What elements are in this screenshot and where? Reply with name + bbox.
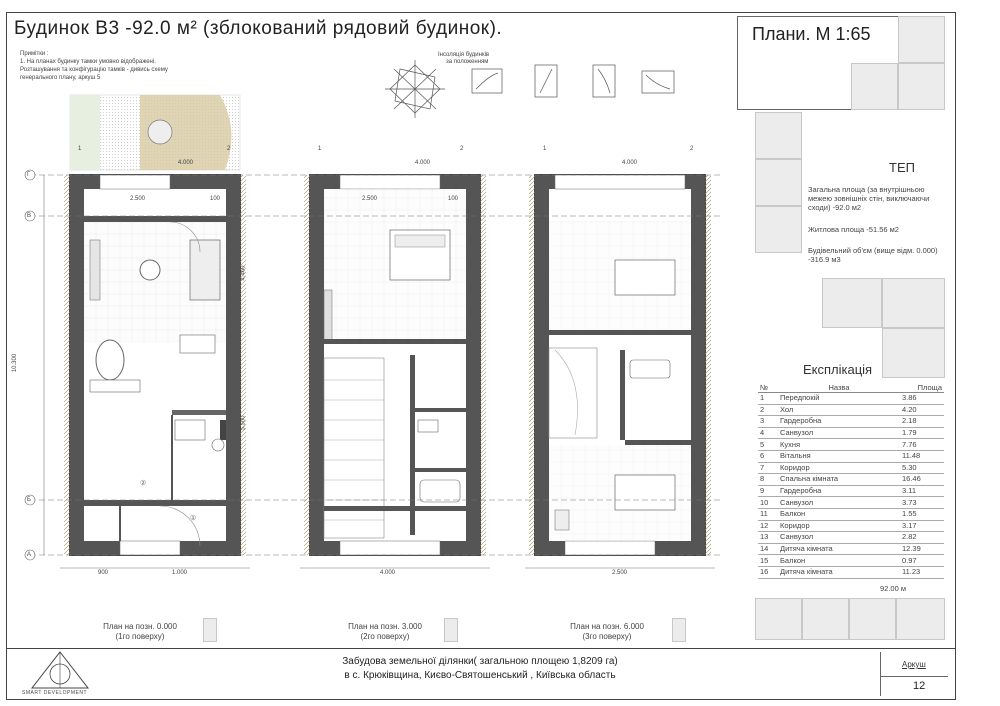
- dimension-label: 100: [448, 196, 459, 202]
- plan-floor-1: [64, 95, 246, 555]
- room-number: 14: [758, 543, 778, 555]
- explication-total: 92.00 м: [880, 584, 907, 593]
- plan-caption-title: План на позн. 0.000: [103, 622, 177, 631]
- insolation-label: Інсоляція будинків: [438, 52, 490, 58]
- plan-caption-floor: (1го поверху): [115, 632, 165, 641]
- table-row: [758, 485, 944, 497]
- decor-tile: [898, 63, 945, 110]
- room-area: 2.18: [900, 416, 944, 428]
- decor-tile: [851, 63, 898, 110]
- dimension-label: 2.500: [130, 196, 146, 202]
- table-row: [758, 393, 944, 405]
- axis-label: 2: [690, 146, 694, 152]
- tep-total-area: Загальна площа (за внутрішньою межею зовнішніх стін, виключаючи сходи) -92.0 м2: [808, 185, 930, 212]
- dimension-label: 2.500: [362, 196, 378, 202]
- dimension-label: 4.000: [415, 160, 431, 166]
- room-name: Коридор: [778, 462, 900, 474]
- insolation-label: за положенням: [446, 59, 489, 65]
- tep-living-area: Житлова площа -51.56 м2: [808, 225, 899, 234]
- footer-line: в с. Крюківщина, Києво-Святошенський , Київська область: [344, 670, 616, 681]
- logo-text: SMART DEVELOPMENT: [22, 690, 87, 696]
- room-area: 3.73: [900, 497, 944, 509]
- room-number: 16: [758, 566, 778, 578]
- dimension-label: 4.000: [178, 160, 194, 166]
- decor-tile: [755, 598, 802, 640]
- page-title: Будинок В3 -92.0 м² (зблокований рядовий будинок).: [14, 18, 503, 39]
- sheet-number: 12: [913, 680, 926, 692]
- column-header: Назва: [778, 382, 900, 393]
- room-number: 3: [758, 416, 778, 428]
- room-name: Спальна кімната: [778, 474, 900, 486]
- room-area: 1.79: [900, 427, 944, 439]
- plan-caption-floor: (2го поверху): [360, 632, 410, 641]
- axis-label: А: [27, 552, 32, 558]
- room-name: Гардеробна: [778, 485, 900, 497]
- decor-tile: [896, 598, 945, 640]
- dimension-label: 900: [98, 570, 109, 576]
- room-number: 9: [758, 485, 778, 497]
- dimension-label: 100: [210, 196, 221, 202]
- room-area: 4.20: [900, 404, 944, 416]
- decor-tile: [755, 112, 802, 159]
- dimension-label: 4.460: [240, 265, 247, 281]
- table-row: [758, 566, 944, 578]
- room-number: 1: [758, 393, 778, 405]
- room-number: 8: [758, 474, 778, 486]
- table-row: [758, 427, 944, 439]
- plan-caption-title: План на позн. 3.000: [348, 622, 422, 631]
- axis-label: 1: [543, 146, 547, 152]
- table-row: [758, 450, 944, 462]
- room-name: Санвузол: [778, 497, 900, 509]
- room-name: Коридор: [778, 520, 900, 532]
- decor-tile: [882, 278, 945, 328]
- sheet-label: Аркуш: [902, 660, 926, 669]
- room-name: Кухня: [778, 439, 900, 451]
- room-name: Балкон: [778, 508, 900, 520]
- plan-caption-title: План на позн. 6.000: [570, 622, 644, 631]
- notes-line: генерального плану, аркуш 5: [20, 75, 101, 81]
- axis-label: 2: [460, 146, 464, 152]
- room-area: 11.48: [900, 450, 944, 462]
- floor-plans: [20, 90, 740, 630]
- dimension-label: 2.500: [612, 570, 628, 576]
- axis-label: Б: [27, 497, 31, 503]
- room-area: 5.30: [900, 462, 944, 474]
- room-name: Санвузол: [778, 532, 900, 544]
- floor-marker: [203, 618, 217, 642]
- room-number: 5: [758, 439, 778, 451]
- plan-floor-2: [304, 175, 486, 555]
- svg-text:②: ②: [140, 480, 147, 487]
- room-area: 16.46: [900, 474, 944, 486]
- plan-caption: [60, 622, 220, 642]
- room-number: 6: [758, 450, 778, 462]
- table-header-row: [758, 382, 944, 393]
- table-row: [758, 474, 944, 486]
- tep-volume: Будівельний об'єм (вище відм. 0.000) -316.9 м3: [808, 246, 938, 264]
- explication-title: Експлікація: [803, 362, 873, 377]
- room-name: Вітальня: [778, 450, 900, 462]
- table-row: [758, 532, 944, 544]
- table-row: [758, 462, 944, 474]
- notes-heading: Примітки :: [20, 51, 49, 57]
- explication-table: [758, 382, 944, 579]
- room-number: 10: [758, 497, 778, 509]
- room-area: 0.97: [900, 555, 944, 567]
- plans-title: Плани. М 1:65: [752, 24, 871, 44]
- dimension-label: 4.000: [622, 160, 638, 166]
- room-name: Дитяча кімната: [778, 543, 900, 555]
- axis-label: 2: [227, 146, 231, 152]
- axis-label: 1: [78, 146, 82, 152]
- decor-tile: [898, 16, 945, 63]
- column-header: №: [758, 382, 778, 393]
- floor-marker: [444, 618, 458, 642]
- room-name: Хол: [778, 404, 900, 416]
- plan-caption-floor: (3го поверху): [582, 632, 632, 641]
- table-row: [758, 416, 944, 428]
- room-number: 11: [758, 508, 778, 520]
- plan-floor-3: [529, 175, 711, 555]
- svg-text:①: ①: [190, 515, 197, 522]
- room-area: 12.39: [900, 543, 944, 555]
- table-row: [758, 520, 944, 532]
- plan-caption: [305, 622, 465, 642]
- dimension-label: 4.000: [380, 570, 396, 576]
- room-area: 2.82: [900, 532, 944, 544]
- room-name: Передпокій: [778, 393, 900, 405]
- room-name: Балкон: [778, 555, 900, 567]
- dimension-label: 1.000: [172, 570, 188, 576]
- room-area: 11.23: [900, 566, 944, 578]
- dimension-label: 10.300: [12, 353, 19, 373]
- table-row: [758, 543, 944, 555]
- decor-tile: [802, 598, 849, 640]
- room-number: 13: [758, 532, 778, 544]
- table-row: [758, 497, 944, 509]
- floor-marker: [672, 618, 686, 642]
- room-name: Санвузол: [778, 427, 900, 439]
- room-area: 1.55: [900, 508, 944, 520]
- axis-label: Г: [27, 172, 31, 178]
- table-row: [758, 555, 944, 567]
- room-area: 3.11: [900, 485, 944, 497]
- axis-label: В: [27, 213, 32, 219]
- plan-caption: [527, 622, 687, 642]
- decor-tile: [849, 598, 896, 640]
- room-area: 3.17: [900, 520, 944, 532]
- tep-title: ТЕП: [889, 160, 915, 175]
- room-area: 3.86: [900, 393, 944, 405]
- table-row: [758, 508, 944, 520]
- decor-tile: [755, 206, 802, 253]
- footer-line: Забудова земельної ділянки( загальною площею 1,8209 га): [342, 656, 618, 667]
- room-name: Гардеробна: [778, 416, 900, 428]
- room-number: 2: [758, 404, 778, 416]
- room-number: 7: [758, 462, 778, 474]
- table-row: [758, 404, 944, 416]
- notes: [20, 50, 200, 82]
- column-header: Площа: [900, 382, 944, 393]
- axis-label: 1: [318, 146, 322, 152]
- room-area: 7.76: [900, 439, 944, 451]
- room-number: 15: [758, 555, 778, 567]
- notes-line: 1. На планах будинку тамки умовно відображені.: [20, 59, 156, 65]
- decor-tile: [882, 328, 945, 378]
- room-number: 4: [758, 427, 778, 439]
- dimension-label: 5.500: [240, 415, 247, 431]
- room-number: 12: [758, 520, 778, 532]
- decor-tile: [822, 278, 882, 328]
- notes-line: Розташування та конфігурацію тамків - дивись схему: [20, 67, 168, 73]
- room-name: Дитяча кімната: [778, 566, 900, 578]
- decor-tile: [755, 159, 802, 206]
- table-row: [758, 439, 944, 451]
- company-logo: [30, 650, 90, 690]
